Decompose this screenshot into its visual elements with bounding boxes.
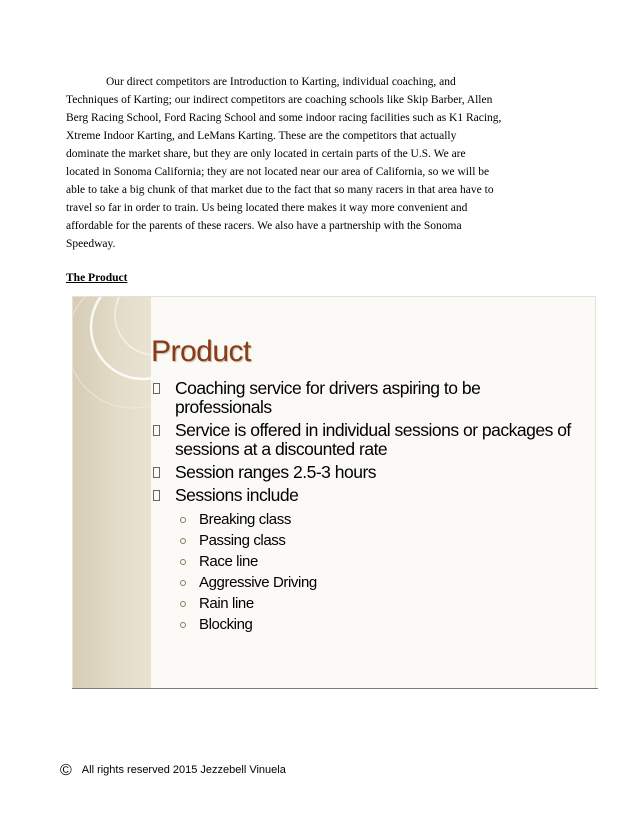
paragraph-line: travel so far in order to train. Us being located there makes it way more convenient and [66,202,468,214]
slide-sub-bullet-list [175,509,581,635]
paragraph-line: Berg Racing School, Ford Racing School and some indoor racing facilities such as K1 Racing, [66,112,502,124]
paragraph-line: Our direct competitors are Introduction to Karting, individual coaching, and [106,76,456,88]
paragraph-line: located in Sonoma California; they are not located near our area of California, so we will be [66,166,490,178]
ring-bullet-icon [180,517,186,523]
paragraph-line: able to take a big chunk of that market due to the fact that so many racers in that area have to [66,184,494,196]
copyright-text: All rights reserved 2015 Jezzebell Vinuela [81,764,286,776]
slide-sub-bullet [175,509,581,530]
paragraph-line: dominate the market share, but they are only located in certain parts of the U.S. We are [66,148,466,160]
ring-bullet-icon [180,559,186,565]
slide-bullet [151,379,581,417]
ring-bullet-icon [180,538,186,544]
slide-sub-bullet [175,530,581,551]
bullet-box-icon [153,425,160,436]
product-slide [72,296,596,689]
slide-decorative-band [73,297,151,689]
bullet-text: Sessions include [175,485,299,505]
bullet-text: Service is offered in individual sessions or packages of sessions at a discounted rate [175,420,571,459]
slide-sub-bullet [175,572,581,593]
sub-bullet-text: Breaking class [199,511,291,528]
slide-sub-bullet [175,551,581,572]
sub-bullet-text: Aggressive Driving [199,574,317,591]
slide-bullet [151,463,581,482]
body-paragraph [66,73,606,253]
bullet-text: Coaching service for drivers aspiring to be professionals [175,378,481,417]
section-heading: The Product [66,272,128,284]
ring-bullet-icon [180,580,186,586]
ring-bullet-icon [180,622,186,628]
bullet-box-icon [153,467,160,478]
sub-bullet-text: Passing class [199,532,286,549]
slide-sub-bullet [175,593,581,614]
bullet-box-icon [153,383,160,394]
sub-bullet-text: Rain line [199,595,254,612]
ring-bullet-icon [180,601,186,607]
sub-bullet-text: Race line [199,553,258,570]
sub-bullet-text: Blocking [199,616,253,633]
slide-divider [72,688,598,689]
slide-bullet [151,421,581,459]
copyright-footer [60,762,286,780]
slide-bullet-list [151,379,581,639]
paragraph-line: Techniques of Karting; our indirect competitors are coaching schools like Skip Barber, Allen [66,94,493,106]
paragraph-line: Speedway. [66,238,116,250]
paragraph-line: Xtreme Indoor Karting, and LeMans Karting. These are the competitors that actually [66,130,457,142]
bullet-text: Session ranges 2.5-3 hours [175,462,377,482]
slide-bullet [151,486,581,635]
slide-title: Product [151,335,251,368]
copyright-icon: © [60,762,72,779]
swirl-decoration-icon [73,297,151,689]
paragraph-line: affordable for the parents of these racers. We also have a partnership with the Sonoma [66,220,462,232]
bullet-box-icon [153,490,160,501]
slide-sub-bullet [175,614,581,635]
